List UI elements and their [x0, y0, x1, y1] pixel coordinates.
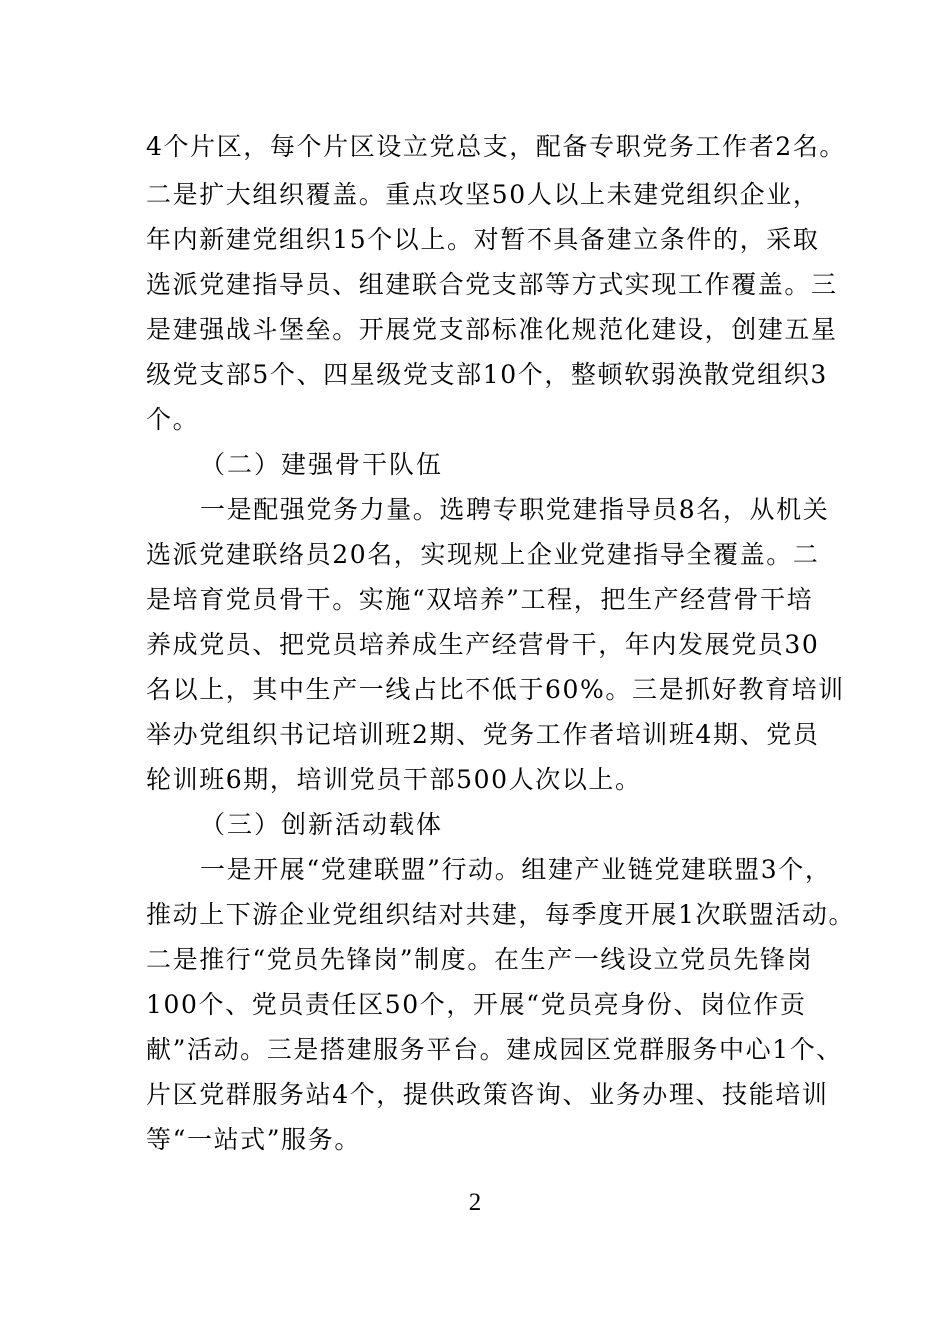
- paragraph-line: 名以上，其中生产一线占比不低于60%。三是抓好教育培训: [146, 675, 845, 704]
- paragraph-line: 献”活动。三是搭建服务平台。建成园区党群服务中心1个、: [146, 1035, 843, 1064]
- paragraph-line: 举办党组织书记培训班2期、党务工作者培训班4期、党员: [146, 720, 820, 749]
- paragraph-line: 选派党建指导员、组建联合党支部等方式实现工作覆盖。三: [146, 270, 838, 299]
- section-heading: （三）创新活动载体: [200, 810, 444, 839]
- paragraph-line: 一是配强党务力量。选聘专职党建指导员8名，从机关: [200, 495, 830, 524]
- paragraph-line: 是培育党员骨干。实施“双培养”工程，把生产经营骨干培: [146, 585, 814, 614]
- paragraph-line: 养成党员、把党员培养成生产经营骨干，年内发展党员30: [146, 630, 820, 659]
- page-number: 2: [468, 1189, 482, 1216]
- paragraph-line: 片区党群服务站4个，提供政策咨询、业务办理、技能培训: [146, 1080, 829, 1109]
- paragraph-line: 100个、党员责任区50个，开展“党员亮身份、岗位作贡: [146, 990, 807, 1019]
- paragraph-line: 级党支部5个、四星级党支部10个，整顿软弱涣散党组织3: [146, 360, 828, 389]
- paragraph-line: 4个片区，每个片区设立党总支，配备专职党务工作者2名。: [146, 132, 847, 161]
- paragraph-line: 是建强战斗堡垒。开展党支部标准化规范化建设，创建五星: [146, 315, 838, 344]
- paragraph-line: 二是扩大组织覆盖。重点攻坚50人以上未建党组织企业，: [146, 180, 820, 209]
- paragraph-line: 推动上下游企业党组织结对共建，每季度开展1次联盟活动。: [146, 900, 856, 929]
- paragraph-line: 轮训班6期，培训党员干部500人次以上。: [146, 765, 642, 794]
- section-heading: （二）建强骨干队伍: [200, 450, 444, 479]
- paragraph-line: 等“一站式”服务。: [146, 1125, 361, 1154]
- paragraph-line: 年内新建党组织15个以上。对暂不具备建立条件的，采取: [146, 225, 820, 254]
- paragraph-line: 选派党建联络员20名，实现规上企业党建指导全覆盖。二: [146, 540, 820, 569]
- paragraph-line: 个。: [146, 405, 200, 434]
- paragraph-line: 二是推行“党员先锋岗”制度。在生产一线设立党员先锋岗: [146, 945, 814, 974]
- paragraph-line: 一是开展“党建联盟”行动。组建产业链党建联盟3个，: [200, 855, 832, 884]
